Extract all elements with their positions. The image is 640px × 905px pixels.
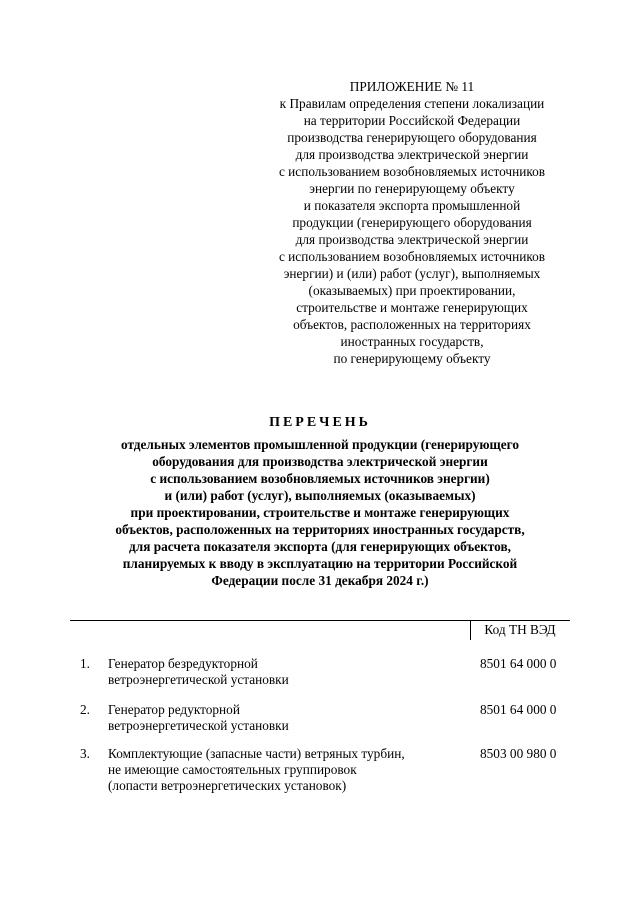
appendix-line: и показателя экспорта промышленной xyxy=(303,198,521,213)
row-number: 3. xyxy=(80,746,90,761)
subtitle-line: для расчета показателя экспорта (для генерирующих объектов, xyxy=(129,539,511,554)
appendix-line: энергии по генерирующему объекту xyxy=(309,181,515,196)
subtitle-line: и (или) работ (услуг), выполняемых (оказываемых) xyxy=(164,488,476,503)
row-name-line: ветроэнергетической установки xyxy=(108,718,289,733)
row-number: 2. xyxy=(80,702,90,717)
appendix-line: с использованием возобновляемых источников xyxy=(278,249,546,264)
appendix-line: строительстве и монтаже генерирующих xyxy=(296,300,528,315)
appendix-line: с использованием возобновляемых источников xyxy=(278,164,546,179)
subtitle-line: отдельных элементов промышленной продукции (генерирующего xyxy=(120,437,520,452)
appendix-line: энергии) и (или) работ (услуг), выполняемых xyxy=(283,266,541,281)
appendix-header xyxy=(250,78,574,367)
appendix-line: для производства электрической энергии xyxy=(295,147,529,162)
subtitle-line: с использованием возобновляемых источников энергии) xyxy=(150,471,490,486)
row-name xyxy=(108,746,463,794)
subtitle-line: планируемых к вводу в эксплуатацию на территории Российской xyxy=(122,556,518,571)
row-name-line: Генератор безредукторной xyxy=(108,656,258,671)
subtitle-line: при проектировании, строительстве и монтаже генерирующих xyxy=(130,505,510,520)
row-name-line: ветроэнергетической установки xyxy=(108,672,289,687)
row-code: 8501 64 000 0 xyxy=(480,656,557,671)
appendix-line: на территории Российской Федерации xyxy=(303,113,521,128)
appendix-line: объектов, расположенных на территориях xyxy=(293,317,531,332)
row-name-line: Генератор редукторной xyxy=(108,702,240,717)
row-name-line: (лопасти ветроэнергетических установок) xyxy=(108,778,347,793)
row-name-line: Комплектующие (запасные части) ветряных турбин, xyxy=(108,746,405,761)
subtitle-line: оборудования для производства электрической энергии xyxy=(152,454,488,469)
code-column-header: Код ТН ВЭД xyxy=(484,622,556,637)
row-name-line: не имеющие самостоятельных группировок xyxy=(108,762,357,777)
appendix-line: к Правилам определения степени локализации xyxy=(279,96,545,111)
row-name xyxy=(108,702,463,734)
row-number: 1. xyxy=(80,656,90,671)
subtitle-line: Федерации после 31 декабря 2024 г.) xyxy=(211,573,429,588)
appendix-line: по генерирующему объекту xyxy=(333,351,491,366)
appendix-line: иностранных государств, xyxy=(340,334,484,349)
row-name xyxy=(108,656,463,688)
appendix-line: производства генерирующего оборудования xyxy=(287,130,537,145)
row-code: 8501 64 000 0 xyxy=(480,702,557,717)
subtitle-line: объектов, расположенных на территориях иностранных государств, xyxy=(115,522,525,537)
appendix-line: продукции (генерирующего оборудования xyxy=(292,215,532,230)
appendix-line: для производства электрической энергии xyxy=(295,232,529,247)
appendix-line: (оказываемых) при проектировании, xyxy=(308,283,516,298)
document-title: ПЕРЕЧЕНЬ xyxy=(269,415,371,430)
appendix-line: ПРИЛОЖЕНИЕ № 11 xyxy=(349,79,475,94)
document-subtitle xyxy=(60,436,580,589)
row-code: 8503 00 980 0 xyxy=(480,746,557,761)
table-header-rule xyxy=(70,620,570,621)
